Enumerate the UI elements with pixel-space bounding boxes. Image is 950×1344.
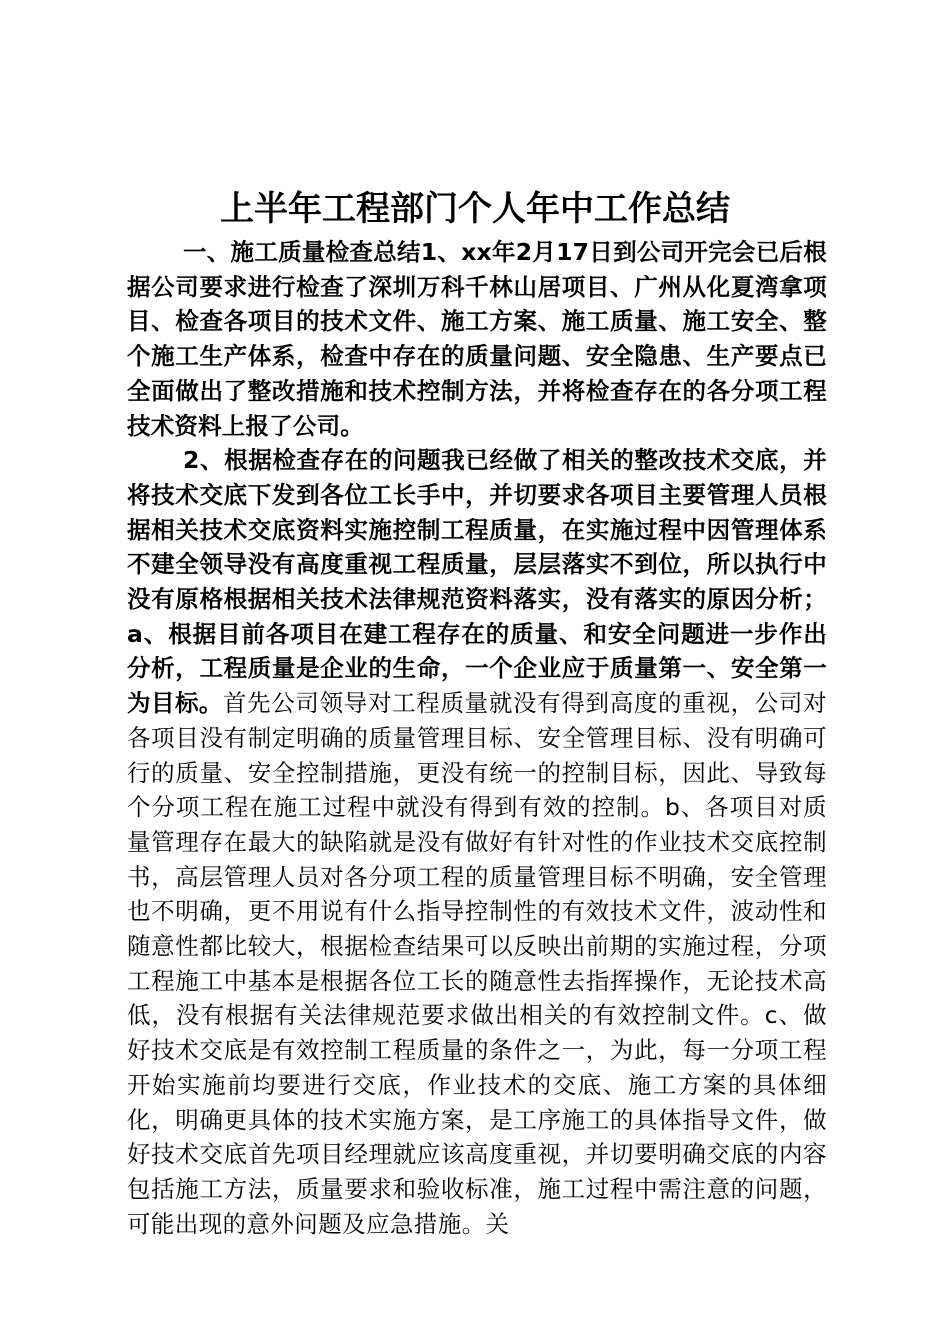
document-body bbox=[127, 235, 827, 1241]
paragraph-2-regular-text: 首先公司领导对工程质量就没有得到高度的重视，公司对各项目没有制定明确的质量管理目标、安全管理目标、没有明确可行的质量、安全控制措施，更没有统一的控制目标，因此、导致每个分项工程在施工过程中就没有得到有效的控制。b、各项目对质量管理存在最大的缺陷就是没有做好有针对性的作业技术交底控制书，高层管理人员对各分项工程的质量管理目标不明确，安全管理也不明确，更不用说有什么指导控制性的有效技术文件，波动性和随意性都比较大，根据检查结果可以反映出前期的实施过程，分项工程施工中基本是根据各位工长的随意性去指挥操作，无论技术高低，没有根据有关法律规范要求做出相关的有效控制文件。c、做好技术交底是有效控制工程质量的条件之一，为此，每一分项工程开始实施前均要进行交底，作业技术的交底、施工方案的具体细化，明确更具体的技术实施方案，是工序施工的具体指导文件，做好技术交底首先项目经理就应该高度重视，并切要明确交底的内容包括施工方法，质量要求和验收标准，施工过程中需注意的问题，可能出现的意外问题及应急措施。关 bbox=[127, 689, 827, 1238]
paragraph-2-bold-text: 2、根据检查存在的问题我已经做了相关的整改技术交底，并将技术交底下发到各位工长手中，并切要求各项目主要管理人员根据相关技术交底资料实施控制工程质量，在实施过程中因管理体系不建全领导没有高度重视工程质量，层层落实不到位，所以执行中没有原格根据相关技术法律规范资料落实，没有落实的原因分析；a、根据目前各项目在建工程存在的质量、和安全问题进一步作出分析，工程质量是企业的生命，一个企业应于质量第一、安全第一为目标。 bbox=[127, 446, 827, 718]
paragraph-2 bbox=[127, 443, 827, 1241]
paragraph-1-text: 一、施工质量检查总结1、xx年2月17日到公司开完会已后根据公司要求进行检查了深圳万科千林山居项目、广州从化夏湾拿项目、检查各项目的技术文件、施工方案、施工质量、施工安全、整个施工生产体系，检查中存在的质量问题、安全隐患、生产要点已全面做出了整改措施和技术控制方法，并将检查存在的各分项工程技术资料上报了公司。 bbox=[127, 238, 827, 440]
document-title: 上半年工程部门个人年中工作总结 bbox=[220, 189, 730, 229]
paragraph-1 bbox=[127, 235, 827, 443]
